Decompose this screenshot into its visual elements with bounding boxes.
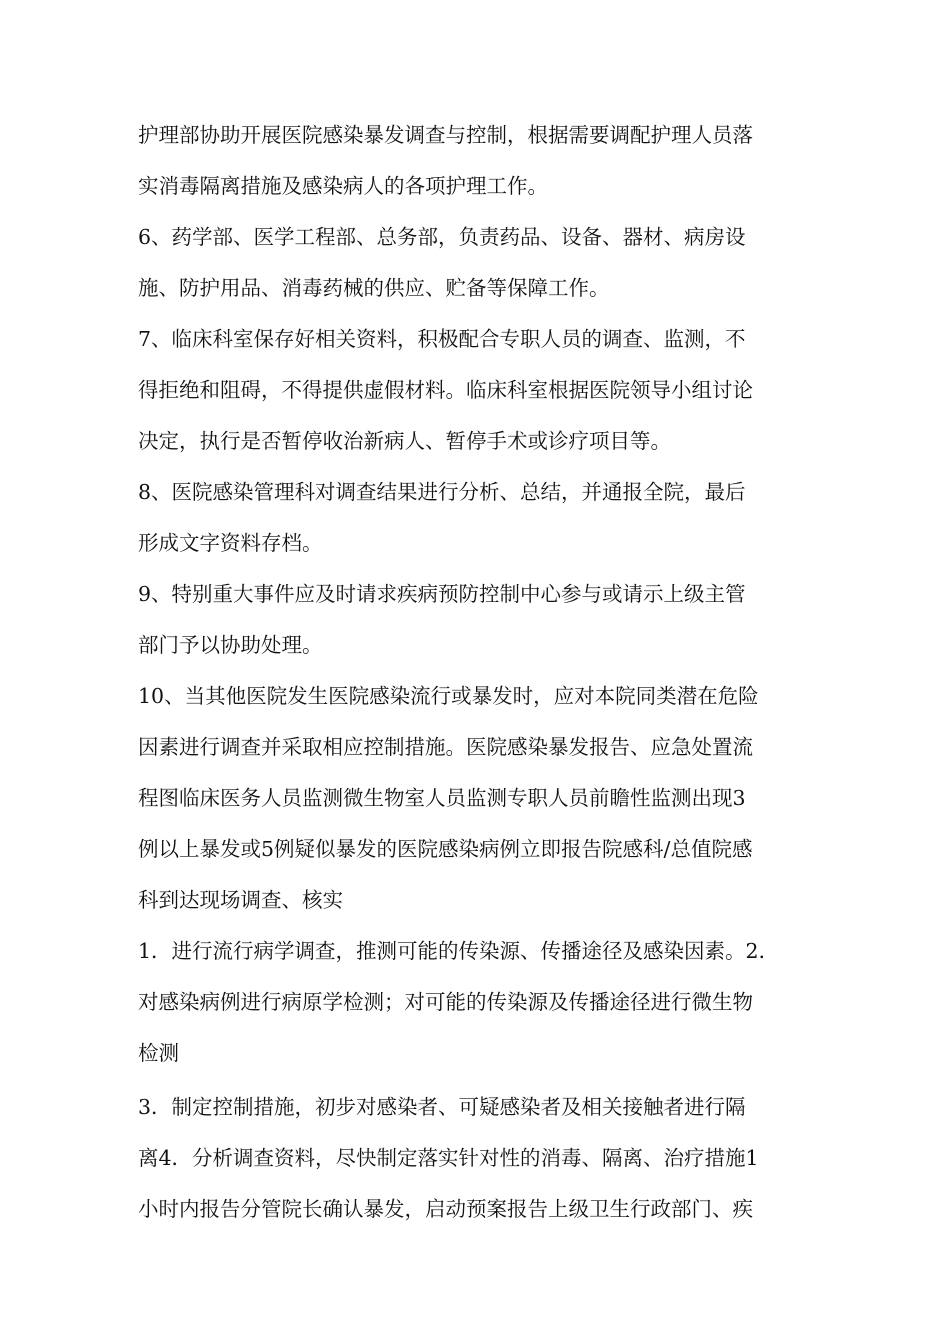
text-line: 施、防护用品、消毒药械的供应、贮备等保障工作。: [138, 276, 610, 300]
text-line: 小时内报告分管院长确认暴发，启动预案报告上级卫生行政部门、疾: [138, 1197, 753, 1221]
text-line: 检测: [138, 1041, 179, 1065]
text-line: 10、当其他医院发生医院感染流行或暴发时，应对本院同类潜在危险: [138, 684, 759, 708]
text-line: 部门予以协助处理。: [138, 633, 323, 657]
text-line: 护理部协助开展医院感染暴发调查与控制，根据需要调配护理人员落: [138, 123, 753, 147]
text-line: 1．进行流行病学调查，推测可能的传染源、传播途径及感染因素。2．: [138, 939, 780, 963]
document-body: [138, 110, 822, 1235]
text-line: 得拒绝和阻碍，不得提供虚假材料。临床科室根据医院领导小组讨论: [138, 378, 753, 402]
paragraph: [138, 110, 822, 1235]
text-line: 因素进行调查并采取相应控制措施。医院感染暴发报告、应急处置流: [138, 735, 753, 759]
text-line: 形成文字资料存档。: [138, 531, 323, 555]
text-line: 程图临床医务人员监测微生物室人员监测专职人员前瞻性监测出现3: [138, 786, 746, 810]
text-line: 对感染病例进行病原学检测；对可能的传染源及传播途径进行微生物: [138, 990, 753, 1014]
text-line: 8、医院感染管理科对调查结果进行分析、总结，并通报全院，最后: [138, 480, 746, 504]
text-line: 9、特别重大事件应及时请求疾病预防控制中心参与或请示上级主管: [138, 582, 746, 606]
text-line: 离4．分析调查资料，尽快制定落实针对性的消毒、隔离、治疗措施1: [138, 1146, 759, 1170]
text-line: 例以上暴发或5例疑似暴发的医院感染病例立即报告院感科/总值院感: [138, 837, 753, 861]
text-line: 7、临床科室保存好相关资料，积极配合专职人员的调查、监测，不: [138, 327, 746, 351]
text-line: 3．制定控制措施，初步对感染者、可疑感染者及相关接触者进行隔: [138, 1095, 746, 1119]
text-line: 科到达现场调查、核实: [138, 888, 343, 912]
text-line: 实消毒隔离措施及感染病人的各项护理工作。: [138, 174, 548, 198]
text-line: 决定，执行是否暂停收治新病人、暂停手术或诊疗项目等。: [138, 429, 671, 453]
text-line: 6、药学部、医学工程部、总务部，负责药品、设备、器材、病房设: [138, 225, 746, 249]
